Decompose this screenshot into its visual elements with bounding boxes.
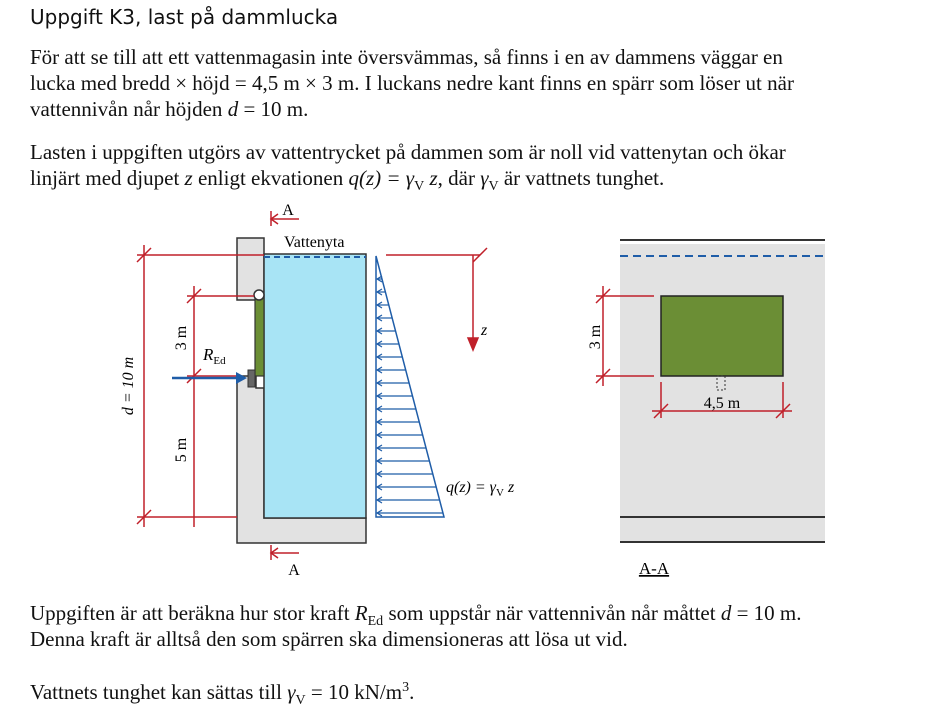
r-ed-label: $R_{Ed}$ <box>203 345 226 367</box>
gate-hinge <box>254 290 264 300</box>
elevation-wall <box>620 244 825 541</box>
gate <box>255 296 264 376</box>
task-title: Uppgift K3, last på dammlucka <box>30 5 339 29</box>
q-label: $q(z) = \gamma_V$ z <box>446 479 515 499</box>
h3-label: 3 m <box>173 325 190 351</box>
section-label-top: A <box>282 202 294 219</box>
task-line-1: Uppgiften är att beräkna hur stor kraft $R_{Ed}$ som uppstår när vattennivån når måttet d = 10 m. <box>30 601 802 630</box>
load-line-2: linjärt med djupet z enligt ekvationen $q(z) = \gamma_V$ z, där $\gamma_V$ är vattnets tunghet. <box>30 166 665 195</box>
unit-line: Vattnets tunghet kan sättas till $\gamma_V = 10$ $kN/m^3$. <box>30 680 415 709</box>
task-line-2: Denna kraft är alltså den som spärren ska dimensioneras att lösa ut vid. <box>30 627 628 651</box>
dam-figure <box>0 195 952 585</box>
section-marker-bottom <box>271 545 299 560</box>
latch <box>248 370 255 387</box>
gate-elevation <box>661 296 783 376</box>
intro-line-3: vattennivån når höjden d = 10 m. <box>30 97 309 121</box>
load-equation: q(z) = γ <box>348 166 415 190</box>
load-triangle <box>376 256 444 517</box>
width-label: 4,5 m <box>703 395 741 412</box>
load-line-1: Lasten i uppgiften utgörs av vattentrycket på dammen som är noll vid vattenytan och ökar <box>30 140 786 164</box>
intro-line-1: För att se till att ett vattenmagasin inte översvämmas, så finns i en av dammens väggar en <box>30 45 783 69</box>
right-h-label: 3 m <box>587 324 604 350</box>
d-label: d = 10 m <box>120 356 137 416</box>
section-label-bottom: A <box>288 562 300 579</box>
h5-label: 5 m <box>173 437 190 463</box>
z-label: z <box>481 322 488 339</box>
z-axis <box>386 248 487 350</box>
vattenyta-label: Vattenyta <box>284 234 345 251</box>
water-body <box>264 254 366 518</box>
section-caption: A-A <box>638 559 670 578</box>
intro-line-2: lucka med bredd × höjd = 4,5 m × 3 m. I luckans nedre kant finns en spärr som löser ut när <box>30 71 794 95</box>
r-ed-arrow <box>172 372 247 384</box>
